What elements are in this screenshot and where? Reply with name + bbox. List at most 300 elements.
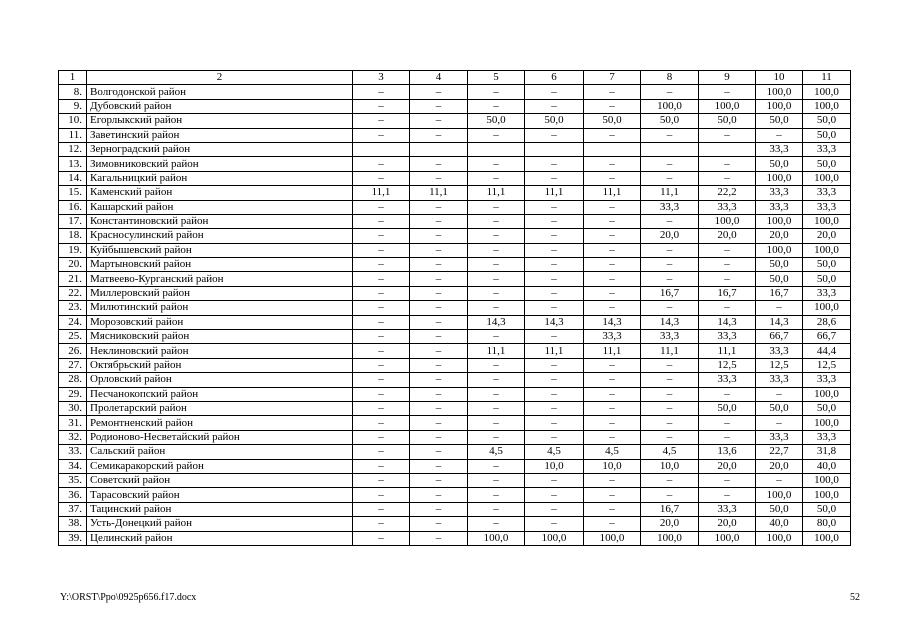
value-cell: – — [525, 214, 584, 228]
row-number: 14. — [59, 171, 87, 185]
value-cell: 100,0 — [584, 531, 641, 545]
value-cell — [468, 142, 525, 156]
district-name: Семикаракорский район — [87, 459, 353, 473]
value-cell: 11,1 — [641, 344, 699, 358]
footer-file-path: Y:\ORST\Ppo\0925p656.f17.docx — [60, 592, 197, 603]
value-cell: – — [353, 99, 410, 113]
value-cell: 28,6 — [803, 315, 851, 329]
value-cell: – — [641, 358, 699, 372]
district-name: Тарасовский район — [87, 488, 353, 502]
value-cell: 11,1 — [410, 186, 468, 200]
value-cell: – — [756, 128, 803, 142]
value-cell: – — [410, 272, 468, 286]
value-cell: – — [641, 171, 699, 185]
district-name: Тацинский район — [87, 502, 353, 516]
value-cell: – — [584, 358, 641, 372]
value-cell: 11,1 — [584, 186, 641, 200]
value-cell: – — [699, 488, 756, 502]
value-cell: 100,0 — [756, 214, 803, 228]
value-cell: – — [699, 416, 756, 430]
row-number: 39. — [59, 531, 87, 545]
value-cell: 33,3 — [641, 330, 699, 344]
row-number: 28. — [59, 373, 87, 387]
value-cell: – — [410, 99, 468, 113]
value-cell: – — [410, 286, 468, 300]
row-number: 15. — [59, 186, 87, 200]
value-cell: – — [699, 473, 756, 487]
value-cell: – — [641, 401, 699, 415]
value-cell: – — [641, 373, 699, 387]
value-cell: 16,7 — [756, 286, 803, 300]
value-cell: – — [525, 387, 584, 401]
district-name: Неклиновский район — [87, 344, 353, 358]
value-cell: 33,3 — [803, 373, 851, 387]
value-cell: – — [468, 301, 525, 315]
value-cell: – — [468, 387, 525, 401]
value-cell: – — [410, 387, 468, 401]
table-row — [59, 502, 851, 516]
table-row — [59, 99, 851, 113]
district-name: Усть-Донецкий район — [87, 517, 353, 531]
table-row — [59, 142, 851, 156]
value-cell: – — [410, 85, 468, 99]
district-name: Волгодонской район — [87, 85, 353, 99]
header-cell: 10 — [756, 71, 803, 85]
value-cell: 50,0 — [756, 114, 803, 128]
value-cell — [410, 142, 468, 156]
value-cell: – — [410, 229, 468, 243]
value-cell: 100,0 — [803, 243, 851, 257]
value-cell: – — [584, 502, 641, 516]
value-cell: 50,0 — [756, 401, 803, 415]
value-cell: – — [410, 200, 468, 214]
value-cell: – — [353, 114, 410, 128]
value-cell: 33,3 — [699, 330, 756, 344]
district-name: Каменский район — [87, 186, 353, 200]
value-cell: 40,0 — [756, 517, 803, 531]
value-cell: – — [525, 401, 584, 415]
row-number: 37. — [59, 502, 87, 516]
value-cell: 33,3 — [756, 373, 803, 387]
value-cell: – — [353, 531, 410, 545]
district-name: Целинский район — [87, 531, 353, 545]
value-cell: – — [641, 214, 699, 228]
row-number: 33. — [59, 445, 87, 459]
value-cell: – — [410, 488, 468, 502]
value-cell: – — [410, 373, 468, 387]
value-cell: – — [468, 488, 525, 502]
value-cell: – — [468, 358, 525, 372]
value-cell: – — [699, 171, 756, 185]
value-cell — [699, 142, 756, 156]
value-cell: 33,3 — [699, 502, 756, 516]
value-cell: – — [410, 473, 468, 487]
value-cell: 50,0 — [699, 114, 756, 128]
value-cell: 100,0 — [803, 99, 851, 113]
value-cell: – — [699, 157, 756, 171]
row-number: 20. — [59, 258, 87, 272]
row-number: 26. — [59, 344, 87, 358]
value-cell: – — [410, 502, 468, 516]
value-cell: 11,1 — [699, 344, 756, 358]
value-cell: – — [525, 243, 584, 257]
value-cell: – — [410, 315, 468, 329]
value-cell: – — [468, 200, 525, 214]
value-cell: 4,5 — [641, 445, 699, 459]
value-cell: 33,3 — [756, 344, 803, 358]
value-cell: 100,0 — [699, 531, 756, 545]
district-name: Кагальницкий район — [87, 171, 353, 185]
table-row — [59, 214, 851, 228]
header-cell: 9 — [699, 71, 756, 85]
value-cell: 12,5 — [756, 358, 803, 372]
value-cell: – — [410, 401, 468, 415]
table-row — [59, 85, 851, 99]
value-cell: 4,5 — [525, 445, 584, 459]
value-cell: – — [584, 243, 641, 257]
value-cell: – — [641, 430, 699, 444]
value-cell: 11,1 — [468, 186, 525, 200]
value-cell: – — [410, 114, 468, 128]
district-name: Пролетарский район — [87, 401, 353, 415]
value-cell: – — [641, 387, 699, 401]
value-cell: 100,0 — [803, 301, 851, 315]
value-cell: 12,5 — [803, 358, 851, 372]
value-cell: – — [584, 258, 641, 272]
table-row — [59, 416, 851, 430]
table-row — [59, 430, 851, 444]
value-cell: – — [468, 99, 525, 113]
value-cell: – — [410, 258, 468, 272]
district-name: Куйбышевский район — [87, 243, 353, 257]
value-cell: – — [756, 301, 803, 315]
value-cell: – — [641, 416, 699, 430]
value-cell: 11,1 — [468, 344, 525, 358]
district-name: Зимовниковский район — [87, 157, 353, 171]
value-cell: 10,0 — [641, 459, 699, 473]
data-table — [58, 70, 851, 546]
value-cell: – — [699, 85, 756, 99]
value-cell: – — [353, 200, 410, 214]
value-cell: – — [641, 301, 699, 315]
row-number: 22. — [59, 286, 87, 300]
value-cell: 13,6 — [699, 445, 756, 459]
value-cell: 44,4 — [803, 344, 851, 358]
value-cell: – — [468, 258, 525, 272]
value-cell: 33,3 — [641, 200, 699, 214]
value-cell: – — [353, 157, 410, 171]
value-cell: 33,3 — [756, 142, 803, 156]
row-number: 12. — [59, 142, 87, 156]
value-cell: – — [699, 387, 756, 401]
value-cell: – — [525, 416, 584, 430]
table-body — [59, 71, 851, 546]
value-cell: – — [353, 473, 410, 487]
row-number: 32. — [59, 430, 87, 444]
value-cell: – — [468, 128, 525, 142]
value-cell: 14,3 — [756, 315, 803, 329]
value-cell: – — [584, 387, 641, 401]
district-name: Матвеево-Курганский район — [87, 272, 353, 286]
value-cell: – — [584, 286, 641, 300]
value-cell: 22,2 — [699, 186, 756, 200]
value-cell: 20,0 — [699, 459, 756, 473]
value-cell: – — [525, 430, 584, 444]
value-cell: – — [525, 157, 584, 171]
header-cell: 11 — [803, 71, 851, 85]
value-cell: – — [699, 258, 756, 272]
value-cell: – — [584, 171, 641, 185]
value-cell: 33,3 — [756, 200, 803, 214]
value-cell: – — [699, 430, 756, 444]
value-cell: – — [641, 488, 699, 502]
value-cell: – — [699, 128, 756, 142]
table-row — [59, 272, 851, 286]
value-cell: – — [525, 99, 584, 113]
district-name: Сальский район — [87, 445, 353, 459]
value-cell: – — [468, 373, 525, 387]
district-name: Песчанокопский район — [87, 387, 353, 401]
row-number: 11. — [59, 128, 87, 142]
value-cell: – — [584, 157, 641, 171]
value-cell: 100,0 — [641, 531, 699, 545]
value-cell: 33,3 — [803, 430, 851, 444]
value-cell: – — [525, 488, 584, 502]
value-cell: – — [468, 330, 525, 344]
value-cell: – — [525, 301, 584, 315]
value-cell — [525, 142, 584, 156]
value-cell: 100,0 — [699, 99, 756, 113]
value-cell: – — [584, 128, 641, 142]
value-cell: – — [353, 286, 410, 300]
value-cell: – — [525, 286, 584, 300]
value-cell: – — [353, 517, 410, 531]
value-cell: – — [353, 301, 410, 315]
value-cell: – — [699, 301, 756, 315]
value-cell: – — [468, 430, 525, 444]
value-cell: 50,0 — [699, 401, 756, 415]
value-cell: 14,3 — [641, 315, 699, 329]
value-cell: – — [584, 301, 641, 315]
row-number: 16. — [59, 200, 87, 214]
value-cell: 100,0 — [641, 99, 699, 113]
table-row — [59, 200, 851, 214]
value-cell: 66,7 — [756, 330, 803, 344]
value-cell: 4,5 — [584, 445, 641, 459]
value-cell: – — [584, 430, 641, 444]
value-cell: 31,8 — [803, 445, 851, 459]
value-cell: 4,5 — [468, 445, 525, 459]
table-row — [59, 186, 851, 200]
table-row — [59, 171, 851, 185]
value-cell: – — [468, 473, 525, 487]
header-cell: 5 — [468, 71, 525, 85]
value-cell: – — [525, 258, 584, 272]
row-number: 10. — [59, 114, 87, 128]
value-cell: – — [584, 416, 641, 430]
table-row — [59, 243, 851, 257]
value-cell: – — [584, 401, 641, 415]
value-cell: 33,3 — [803, 200, 851, 214]
district-name: Миллеровский район — [87, 286, 353, 300]
value-cell: 50,0 — [803, 272, 851, 286]
value-cell: – — [353, 445, 410, 459]
value-cell: 50,0 — [525, 114, 584, 128]
row-number: 18. — [59, 229, 87, 243]
table-row — [59, 387, 851, 401]
value-cell: – — [525, 373, 584, 387]
value-cell: 100,0 — [803, 473, 851, 487]
value-cell — [353, 142, 410, 156]
table-row — [59, 358, 851, 372]
value-cell: – — [410, 301, 468, 315]
table-row — [59, 517, 851, 531]
value-cell: 33,3 — [803, 186, 851, 200]
value-cell: 100,0 — [803, 85, 851, 99]
value-cell: – — [584, 200, 641, 214]
value-cell: 50,0 — [803, 114, 851, 128]
value-cell: – — [353, 128, 410, 142]
value-cell: – — [468, 416, 525, 430]
district-name: Мясниковский район — [87, 330, 353, 344]
header-cell: 8 — [641, 71, 699, 85]
value-cell: 100,0 — [756, 488, 803, 502]
value-cell: – — [584, 229, 641, 243]
row-number: 36. — [59, 488, 87, 502]
value-cell: 20,0 — [641, 229, 699, 243]
value-cell: – — [584, 272, 641, 286]
value-cell: – — [468, 85, 525, 99]
table-row — [59, 128, 851, 142]
value-cell: – — [353, 358, 410, 372]
table-row — [59, 315, 851, 329]
row-number: 21. — [59, 272, 87, 286]
header-cell: 7 — [584, 71, 641, 85]
row-number: 24. — [59, 315, 87, 329]
value-cell: – — [468, 157, 525, 171]
value-cell: 50,0 — [641, 114, 699, 128]
district-name: Мартыновский район — [87, 258, 353, 272]
value-cell: 50,0 — [756, 272, 803, 286]
value-cell: – — [353, 330, 410, 344]
value-cell: 33,3 — [756, 186, 803, 200]
value-cell: 50,0 — [756, 502, 803, 516]
value-cell: – — [353, 315, 410, 329]
value-cell: – — [468, 401, 525, 415]
row-number: 30. — [59, 401, 87, 415]
value-cell: – — [699, 272, 756, 286]
value-cell: 50,0 — [803, 128, 851, 142]
value-cell: – — [353, 258, 410, 272]
value-cell: 66,7 — [803, 330, 851, 344]
value-cell: 20,0 — [756, 229, 803, 243]
table-row — [59, 445, 851, 459]
value-cell: – — [641, 157, 699, 171]
value-cell: 33,3 — [803, 142, 851, 156]
table-row — [59, 473, 851, 487]
value-cell: 22,7 — [756, 445, 803, 459]
table-row — [59, 488, 851, 502]
value-cell: – — [468, 272, 525, 286]
value-cell: 100,0 — [468, 531, 525, 545]
value-cell: – — [584, 473, 641, 487]
row-number: 29. — [59, 387, 87, 401]
value-cell: 33,3 — [803, 286, 851, 300]
value-cell: – — [468, 517, 525, 531]
value-cell: 11,1 — [525, 186, 584, 200]
value-cell: – — [641, 473, 699, 487]
value-cell — [641, 142, 699, 156]
value-cell: – — [699, 243, 756, 257]
value-cell: 20,0 — [641, 517, 699, 531]
row-number: 38. — [59, 517, 87, 531]
district-name: Егорлыкский район — [87, 114, 353, 128]
value-cell: 50,0 — [756, 157, 803, 171]
value-cell: 14,3 — [468, 315, 525, 329]
value-cell: – — [525, 128, 584, 142]
value-cell: 12,5 — [699, 358, 756, 372]
value-cell: 11,1 — [641, 186, 699, 200]
table-row — [59, 157, 851, 171]
value-cell: – — [525, 171, 584, 185]
value-cell: 10,0 — [584, 459, 641, 473]
value-cell: – — [525, 330, 584, 344]
value-cell: 100,0 — [803, 416, 851, 430]
value-cell: – — [468, 459, 525, 473]
value-cell: – — [410, 358, 468, 372]
value-cell: 10,0 — [525, 459, 584, 473]
value-cell: 100,0 — [803, 488, 851, 502]
value-cell: – — [410, 243, 468, 257]
value-cell: – — [410, 459, 468, 473]
value-cell: – — [468, 214, 525, 228]
value-cell: – — [584, 373, 641, 387]
value-cell: 100,0 — [803, 214, 851, 228]
value-cell: – — [641, 128, 699, 142]
value-cell: – — [525, 272, 584, 286]
value-cell: 100,0 — [803, 171, 851, 185]
value-cell: 40,0 — [803, 459, 851, 473]
value-cell: – — [468, 229, 525, 243]
table-row — [59, 258, 851, 272]
header-cell: 4 — [410, 71, 468, 85]
value-cell: – — [353, 243, 410, 257]
value-cell: 16,7 — [641, 502, 699, 516]
value-cell: – — [525, 229, 584, 243]
value-cell: – — [410, 344, 468, 358]
row-number: 19. — [59, 243, 87, 257]
value-cell: – — [468, 502, 525, 516]
row-number: 13. — [59, 157, 87, 171]
value-cell: 14,3 — [584, 315, 641, 329]
value-cell: 50,0 — [803, 258, 851, 272]
value-cell: 50,0 — [803, 502, 851, 516]
value-cell: 11,1 — [353, 186, 410, 200]
value-cell: 33,3 — [699, 200, 756, 214]
value-cell: – — [410, 445, 468, 459]
value-cell: 33,3 — [699, 373, 756, 387]
row-number: 8. — [59, 85, 87, 99]
value-cell: – — [410, 430, 468, 444]
value-cell: 100,0 — [756, 243, 803, 257]
value-cell: 100,0 — [756, 85, 803, 99]
value-cell: – — [584, 488, 641, 502]
value-cell: – — [641, 272, 699, 286]
value-cell: – — [353, 401, 410, 415]
value-cell: 20,0 — [699, 517, 756, 531]
value-cell: – — [353, 502, 410, 516]
value-cell: – — [525, 358, 584, 372]
